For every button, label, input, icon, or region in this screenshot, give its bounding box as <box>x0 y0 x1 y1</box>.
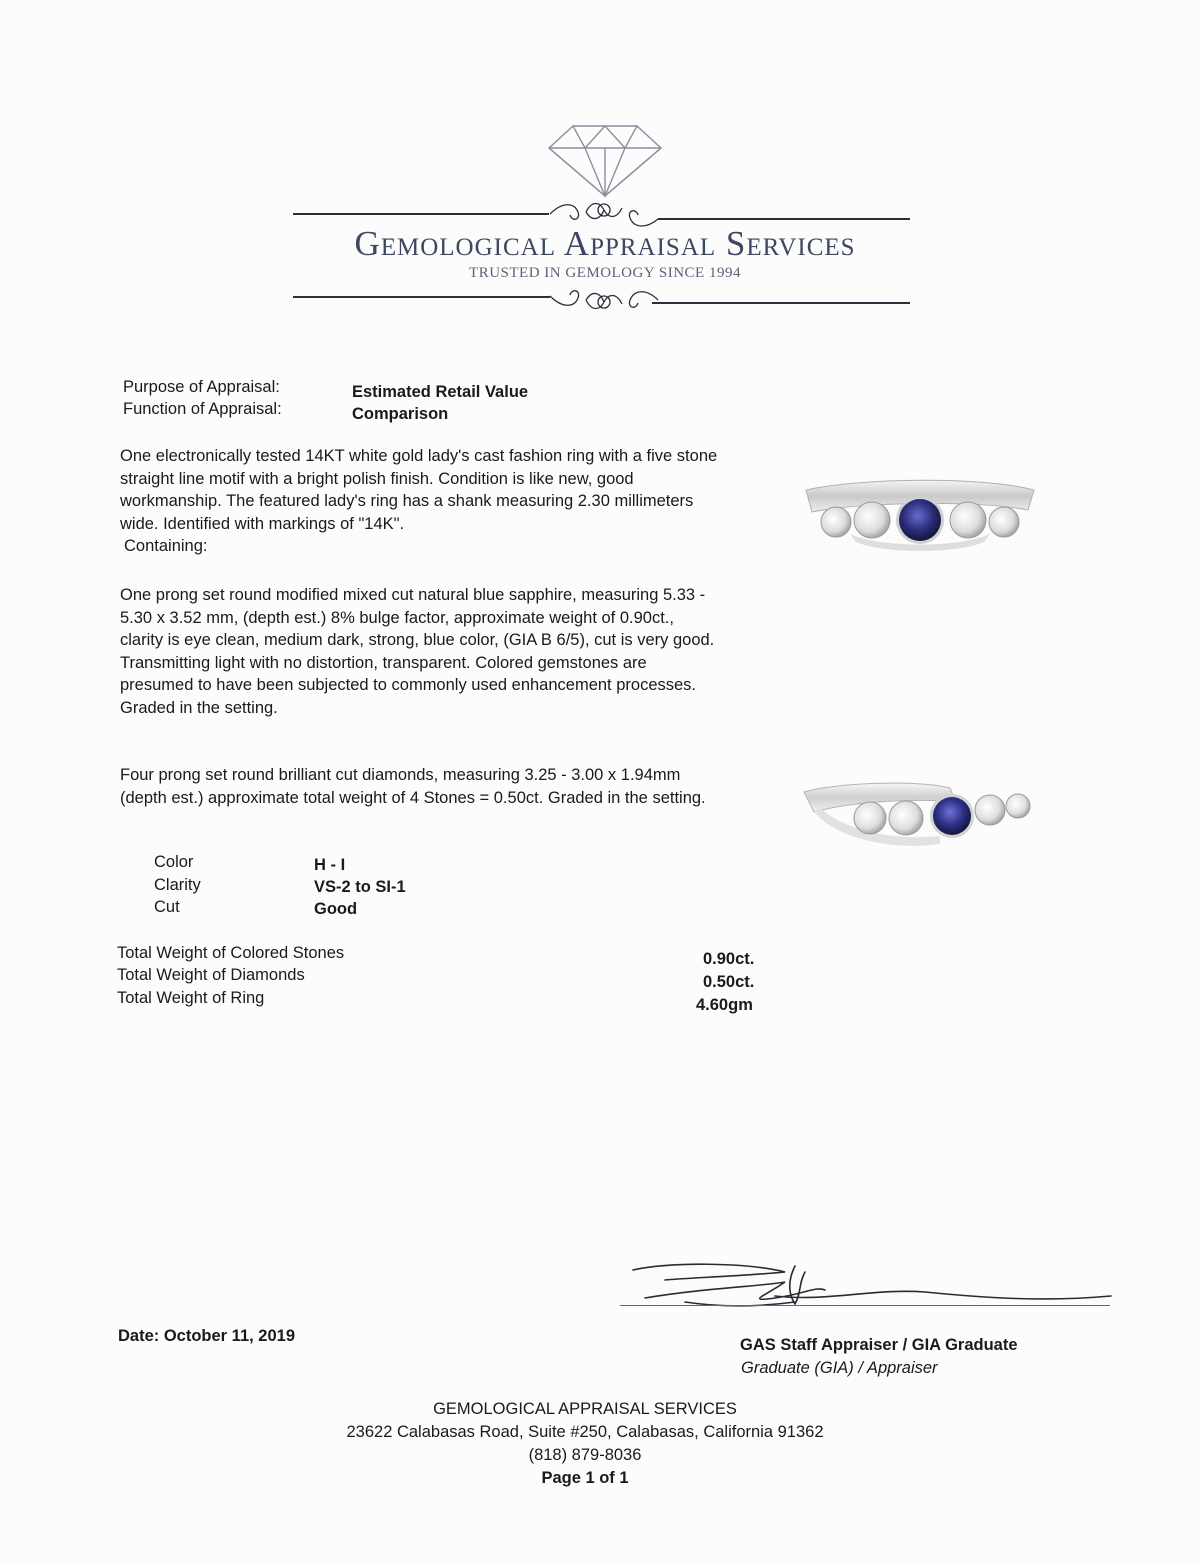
signature-line <box>620 1305 1110 1306</box>
total-ring-value: 4.60gm <box>696 996 753 1014</box>
diamond-description: Four prong set round brilliant cut diamonds, measuring 3.25 - 3.00 x 1.94mm (depth est.) approximate total weight of 4 Stones = 0.50ct. Graded in the setting. <box>120 766 706 807</box>
function-value: Comparison <box>352 405 449 423</box>
function-label: Function of Appraisal: <box>123 400 282 418</box>
total-colored-stones-label: Total Weight of Colored Stones <box>117 944 345 962</box>
ring-description <box>120 445 732 558</box>
company-address-block <box>290 1398 880 1490</box>
total-ring-label: Total Weight of Ring <box>117 989 265 1007</box>
page-number: Page 1 of 1 <box>541 1469 629 1487</box>
ring-description-text: One electronically tested 14KT white gold lady's cast fashion ring with a five stone straight line motif with a bright polish finish. Condition is like new, good workmanship. The featured lady's ring has a shank measuring 2.30 millimeters wide. Identified with markings of "14K". <box>120 447 718 533</box>
letterhead-rule-bottom-right <box>652 302 910 304</box>
appraisal-date: Date: October 11, 2019 <box>118 1327 296 1345</box>
company-tagline: TRUSTED IN GEMOLOGY SINCE 1994 <box>469 265 741 281</box>
appraiser-title: GAS Staff Appraiser / GIA Graduate <box>740 1336 1018 1354</box>
sapphire-description: One prong set round modified mixed cut natural blue sapphire, measuring 5.33 - 5.30 x 3.52 mm, (depth est.) 8% bulge factor, approximate weight of 0.90ct., clarity is eye clean, medium dark, strong, blue color, (GIA B 6/5), cut is very good. Transmitting light with no distortion, transparent. Colored gemstones are presumed to have been subjected to commonly used enhancement processes. Graded in the setting. <box>120 586 715 717</box>
flourish-bottom-icon <box>548 286 660 316</box>
letterhead-rule-top-left <box>293 213 549 215</box>
containing-label: Containing: <box>124 537 208 555</box>
ring-photo-angle <box>800 772 1040 872</box>
letterhead-rule-top-right <box>658 218 910 220</box>
grading-color-label: Color <box>154 853 194 871</box>
purpose-label: Purpose of Appraisal: <box>123 378 280 396</box>
ring-photo-front <box>800 470 1040 570</box>
purpose-value: Estimated Retail Value <box>352 383 529 401</box>
total-diamonds-label: Total Weight of Diamonds <box>117 966 305 984</box>
grading-clarity-label: Clarity <box>154 876 201 894</box>
appraiser-signature <box>625 1258 1115 1328</box>
appraiser-subtitle: Graduate (GIA) / Appraiser <box>741 1359 938 1377</box>
grading-cut-value: Good <box>314 900 358 918</box>
grading-cut-label: Cut <box>154 898 180 916</box>
grading-color-value: H - I <box>314 856 346 874</box>
total-diamonds-value: 0.50ct. <box>703 973 755 991</box>
total-colored-stones-value: 0.90ct. <box>703 950 755 968</box>
letterhead-rule-bottom-left <box>293 296 550 298</box>
grading-clarity-value: VS-2 to SI-1 <box>314 878 406 896</box>
diamond-logo-icon <box>545 122 665 198</box>
company-name: Gemological Appraisal Services <box>354 224 856 263</box>
footer-address: 23622 Calabasas Road, Suite #250, Calabasas, California 91362 <box>346 1423 824 1441</box>
footer-company-name: GEMOLOGICAL APPRAISAL SERVICES <box>433 1400 737 1418</box>
footer-phone: (818) 879-8036 <box>528 1446 642 1464</box>
